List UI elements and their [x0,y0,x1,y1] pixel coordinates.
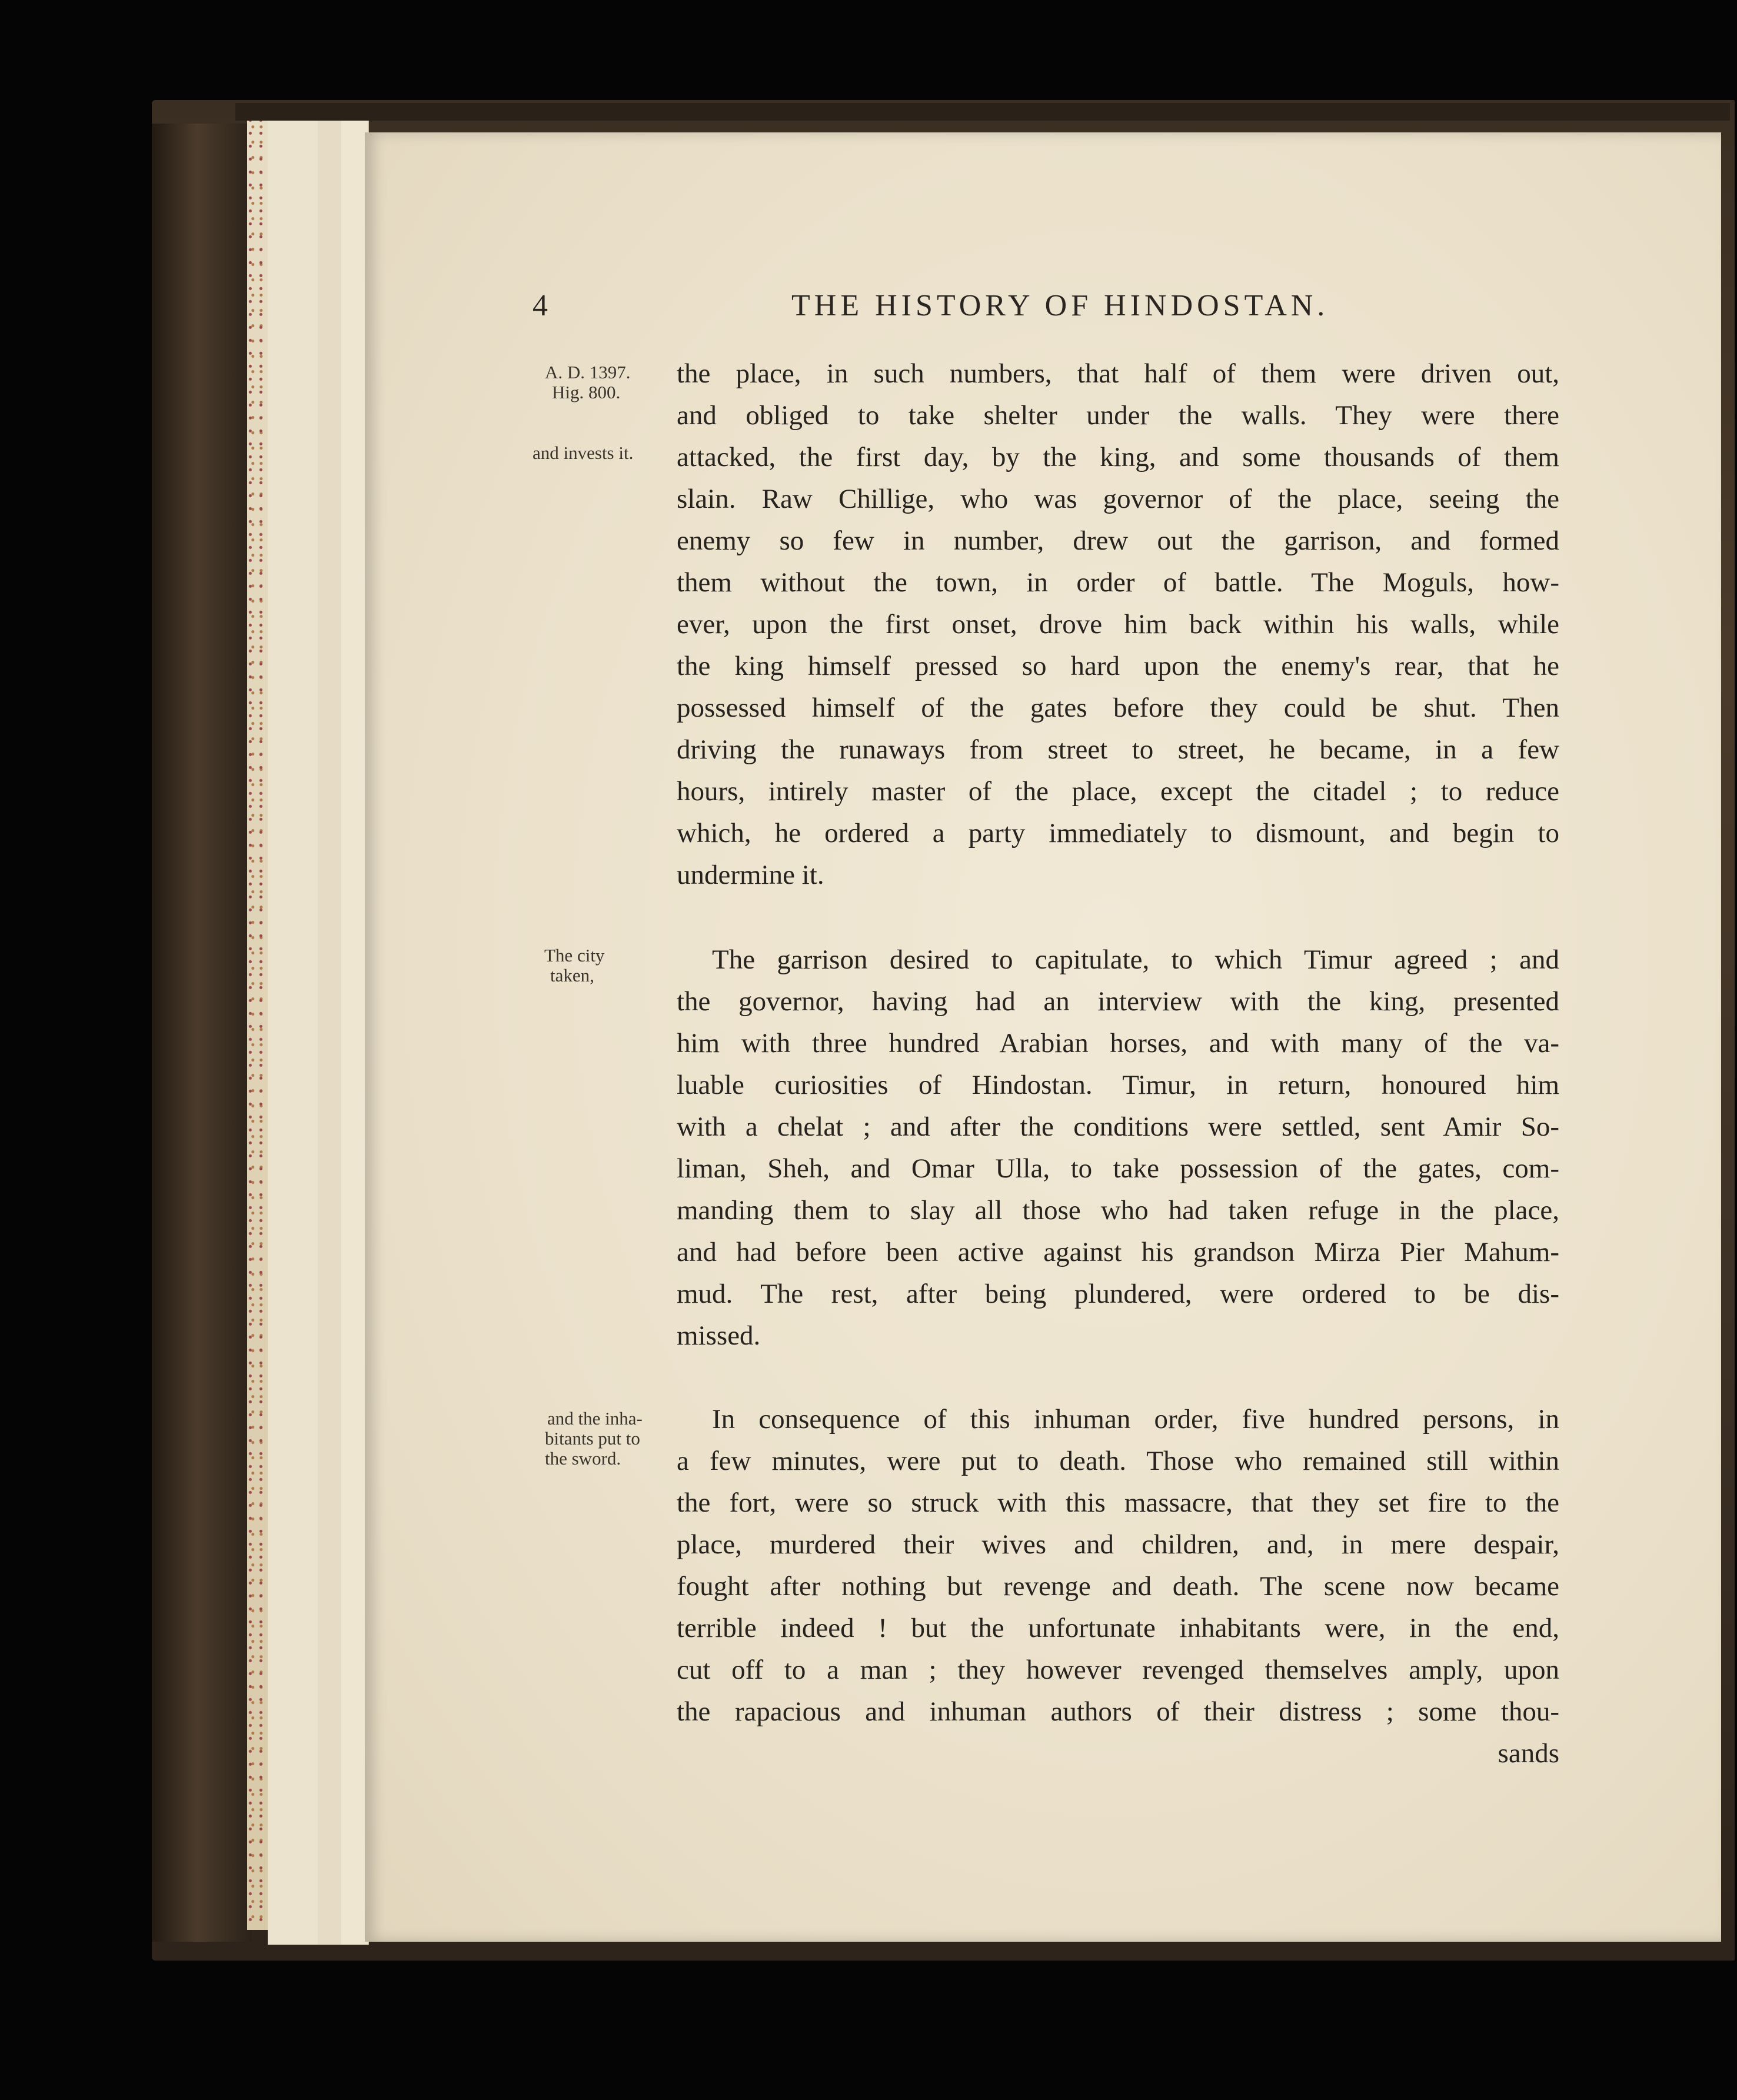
text-line: undermine it. [677,860,824,890]
text-line: luable curiosities of Hindostan. Timur, in return, honoured him [677,1070,1559,1100]
text-line: a few minutes, were put to death. Those who remained still within [677,1446,1559,1476]
margin-note: the sword. [545,1448,621,1469]
text-line: The garrison desired to capitulate, to which Timur agreed ; and [712,944,1559,975]
text-line: terrible indeed ! but the unfortunate inhabitants were, in the end, [677,1613,1559,1643]
cover-top-edge [235,103,1730,121]
margin-note: and invests it. [533,442,634,463]
text-line: fought after nothing but revenge and death. The scene now became [677,1571,1559,1602]
margin-note: bitants put to [545,1428,640,1449]
margin-note-hijra: Hig. 800. [552,382,621,402]
text-line: the place, in such numbers, that half of them were driven out, [677,358,1559,389]
text-line: which, he ordered a party immediately to dismount, and begin to [677,818,1559,848]
margin-note: taken, [550,965,594,986]
text-line: missed. [677,1320,761,1351]
text-line: possessed himself of the gates before they could be shut. Then [677,693,1559,723]
text-line: liman, Sheh, and Omar Ulla, to take possession of the gates, com- [677,1153,1559,1184]
text-line: attacked, the first day, by the king, and some thousands of them [677,442,1559,472]
page-stack-edge [318,121,342,1945]
text-line: enemy so few in number, drew out the garrison, and formed [677,525,1559,556]
text-line: place, murdered their wives and children, and, in mere despair, [677,1529,1559,1560]
running-title: THE HISTORY OF HINDOSTAN. [791,289,1329,322]
text-line: ever, upon the first onset, drove him back within his walls, while [677,609,1559,640]
running-head [533,288,1568,330]
page-stack-edge [268,121,322,1945]
text-line: the king himself pressed so hard upon the enemy's rear, that he [677,651,1559,681]
margin-note: The city [544,945,605,966]
text-line: the fort, were so struck with this massacre, that they set fire to the [677,1487,1559,1518]
text-line: mud. The rest, after being plundered, were ordered to be dis- [677,1279,1559,1309]
book-spine [152,124,252,1942]
text-line: him with three hundred Arabian horses, and with many of the va- [677,1028,1559,1059]
text-line: slain. Raw Chillige, who was governor of the place, seeing the [677,484,1559,514]
page-number: 4 [533,289,548,322]
text-line: manding them to slay all those who had taken refuge in the place, [677,1195,1559,1226]
text-line: them without the town, in order of battle. The Moguls, how- [677,567,1559,598]
text-line: hours, intirely master of the place, except the citadel ; to reduce [677,776,1559,807]
text-line: In consequence of this inhuman order, five hundred persons, in [712,1404,1559,1435]
text-line: driving the runaways from street to street, he became, in a few [677,734,1559,765]
text-line: with a chelat ; and after the conditions were settled, sent Amir So- [677,1111,1559,1142]
margin-note-year: A. D. 1397. [545,362,631,382]
text-line: the rapacious and inhuman authors of their distress ; some thou- [677,1696,1559,1727]
margin-note: and the inha- [547,1408,643,1429]
text-line: the governor, having had an interview with the king, presented [677,986,1559,1017]
catchword: sands [1498,1738,1559,1769]
text-line: cut off to a man ; they however revenged themselves amply, upon [677,1655,1559,1685]
text-line: and had before been active against his grandson Mirza Pier Mahum- [677,1237,1559,1267]
text-line: and obliged to take shelter under the walls. They were there [677,400,1559,431]
